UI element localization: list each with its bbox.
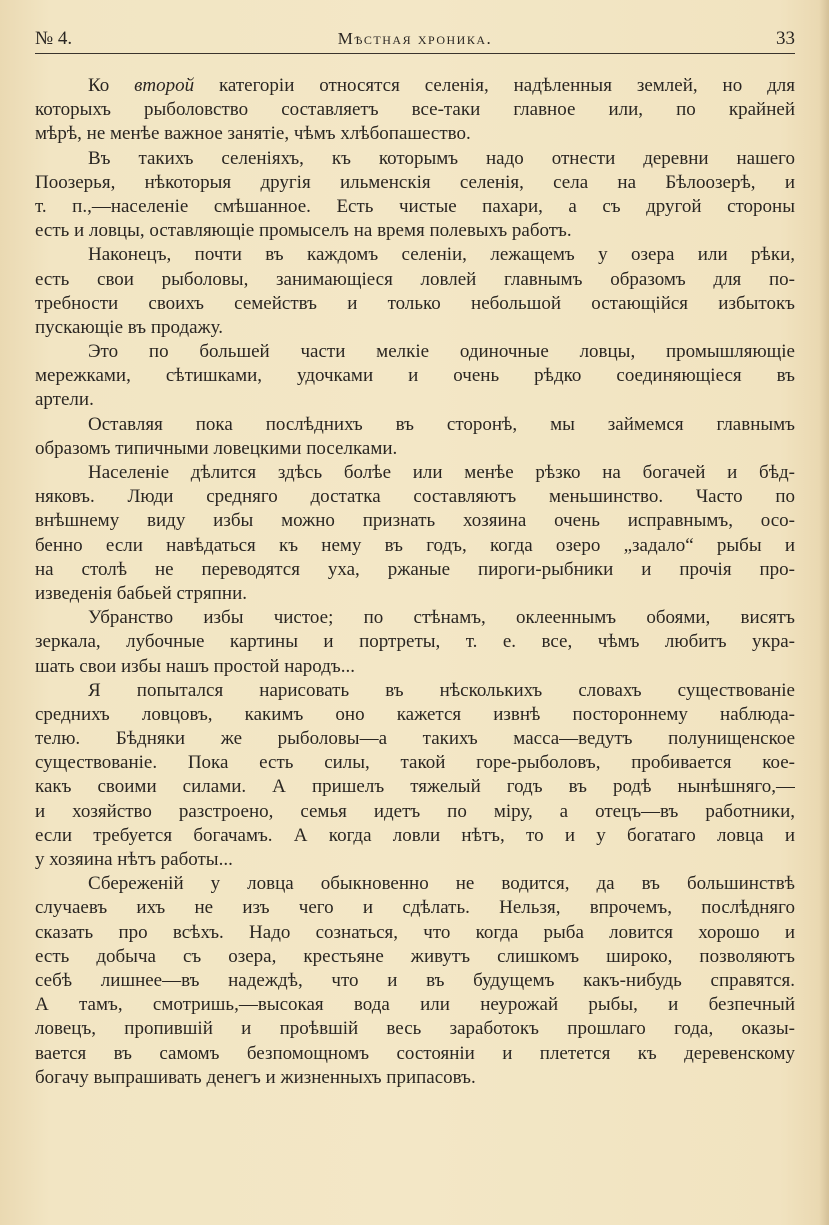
text-line: на столѣ не переводятся уха, ржаные пироги-рыбники и прочія про- — [35, 558, 795, 580]
text-line: у хозяина нѣтъ работы... — [35, 849, 233, 870]
text-line: т. п.,—населеніе смѣшанное. Есть чистые пахари, а съ другой стороны — [35, 195, 795, 217]
text-line: мережками, сѣтишками, удочками и очень рѣдко соединяющіеся въ — [35, 365, 795, 387]
text-line: случаевъ ихъ не изъ чего и сдѣлать. Нельзя, впрочемъ, послѣдняго — [35, 897, 795, 919]
text-line: Сбереженій у ловца обыкновенно не водится, да въ большинствѣ — [88, 873, 795, 895]
section-title: Мѣстная хроника. — [337, 29, 493, 48]
text-line: артели. — [35, 389, 94, 411]
text-line: мѣрѣ, не менѣе важное занятіе, чѣмъ хлѣбопашество. — [35, 123, 471, 145]
text-line: пускающіе въ продажу. — [35, 316, 224, 338]
text-line: вается въ самомъ безпомощномъ состояніи и плетется къ деревенскому — [35, 1042, 795, 1064]
article-body — [35, 74, 795, 1090]
text-line: ловецъ, пропившій и проѣвшій весь заработокъ прошлаго года, оказы- — [35, 1018, 795, 1040]
running-header — [35, 26, 795, 52]
text-line: сказать про всѣхъ. Надо сознаться, что когда рыба ловится хорошо и — [35, 921, 795, 943]
text-line: Наконецъ, почти въ каждомъ селеніи, лежащемъ у озера или рѣки, — [88, 244, 795, 266]
text-line: богачу выпрашивать денегъ и жизненныхъ припасовъ. — [35, 1066, 476, 1088]
text-line: есть и ловцы, оставляющіе промыселъ на время полевыхъ работъ. — [35, 220, 572, 242]
text-line: и хозяйство разстроено, семья идетъ по міру, а отецъ—въ работники, — [35, 800, 795, 822]
emphasis-text: второй — [134, 75, 195, 96]
text-line: среднихъ ловцовъ, какимъ оно кажется извнѣ постороннему наблюда- — [35, 703, 795, 725]
text-line: которыхъ рыболовство составляетъ все-таки главное или, по крайней — [35, 99, 795, 121]
text-line: Ко второй категоріи относятся селенія, надѣленныя землей, но для — [88, 75, 795, 96]
text-line: Я попытался нарисовать въ нѣсколькихъ словахъ существованіе — [88, 679, 795, 701]
text-line: Въ такихъ селеніяхъ, къ которымъ надо отнести деревни нашего — [88, 147, 795, 169]
page-number: 33 — [776, 28, 795, 49]
header-rule — [35, 53, 795, 54]
text-line: телю. Бѣдняки же рыболовы—а такихъ масса—ведутъ полунищенское — [35, 728, 795, 750]
text-line: если требуется богачамъ. А когда ловли нѣтъ, то и у богатаго ловца и — [35, 824, 795, 846]
text-line: Населеніе дѣлится здѣсь болѣе или менѣе рѣзко на богачей и бѣд- — [88, 462, 795, 483]
text-line: Поозерья, нѣкоторыя другія ильменскія селенія, села на Бѣлоозерѣ, и — [35, 171, 795, 193]
text-line: бенно если навѣдаться къ нему въ годъ, когда озеро „задало“ рыбы и — [35, 534, 795, 556]
text-line: есть свои рыболовы, занимающіеся ловлей главнымъ образомъ для по- — [35, 268, 795, 290]
text-line: какъ своими силами. А пришелъ тяжелый годъ въ родѣ нынѣшняго,— — [35, 776, 795, 798]
issue-number: № 4. — [35, 28, 73, 49]
text-line: няковъ. Люди средняго достатка составляютъ меньшинство. Часто по — [35, 486, 795, 508]
text-line: существованіе. Пока есть силы, такой горе-рыболовъ, пробивается кое- — [35, 752, 795, 774]
text-line: Оставляя пока послѣднихъ въ сторонѣ, мы займемся главнымъ — [88, 413, 795, 435]
text-line: зеркала, лубочные картины и портреты, т. е. все, чѣмъ любитъ укра- — [35, 631, 795, 653]
text-line: Убранство избы чистое; по стѣнамъ, оклееннымъ обоями, висятъ — [88, 607, 795, 629]
text-line: есть добыча съ озера, крестьяне живутъ слишкомъ широко, позволяютъ — [35, 945, 795, 967]
text-line: изведенія бабьей стряпни. — [35, 582, 247, 604]
page-edge-shadow — [819, 0, 829, 1225]
text-line: внѣшнему виду избы можно признать хозяина очень исправнымъ, осо- — [35, 510, 795, 532]
text-line: себѣ лишнее—въ надеждѣ, что и въ будущемъ какъ-нибудь справятся. — [35, 969, 795, 991]
text-line: образомъ типичными ловецкими поселками. — [35, 437, 398, 459]
text-line: Это по большей части мелкіе одиночные ловцы, промышляющіе — [88, 341, 795, 363]
text-line: требности своихъ семействъ и только небольшой остающійся избытокъ — [35, 292, 795, 314]
text-line: шать свои избы нашъ простой народъ... — [35, 655, 355, 677]
text-line: А тамъ, смотришь,—высокая вода или неурожай рыбы, и безпечный — [35, 994, 795, 1016]
